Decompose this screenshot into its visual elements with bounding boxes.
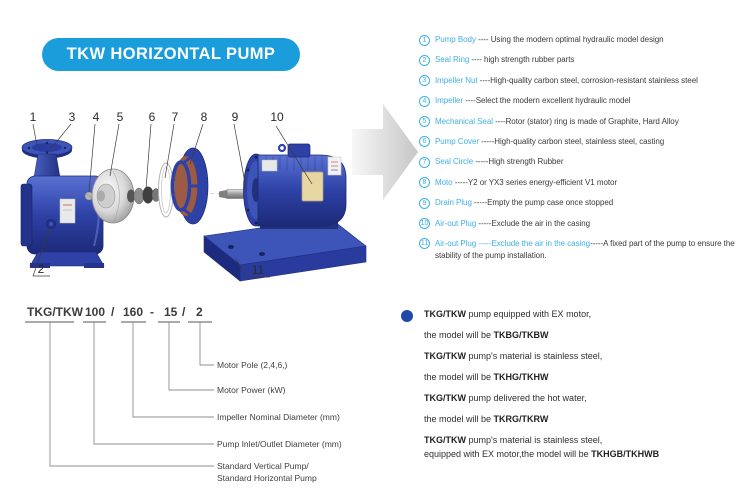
model-token-impeller: 160 (123, 305, 144, 319)
part-name: Pump Cover (435, 136, 479, 146)
part-number-badge: 11 (420, 240, 429, 248)
exploded-pump-diagram (0, 90, 420, 295)
note-line: TKG/TKW pump equipped with EX motor, (424, 309, 592, 319)
diagram-callout: 9 (231, 110, 239, 124)
list-item (419, 54, 751, 66)
note-line: TKG/TKW pump's material is stainless steel, (424, 435, 603, 445)
list-item (419, 238, 751, 262)
part-desc: -----Exclude the air in the casing (476, 218, 591, 228)
diagram-callout: 10 (270, 110, 284, 124)
label-motor-pole: Motor Pole (2,4,6,) (217, 360, 288, 370)
list-item (419, 218, 751, 230)
model-token-power: 15 (164, 305, 178, 319)
diagram-callout: 11 (251, 263, 265, 277)
list-item (419, 156, 751, 168)
model-token-sep: - (150, 305, 154, 319)
model-token-pole: 2 (196, 305, 203, 319)
list-item (419, 136, 751, 148)
part-number-badge: 2 (419, 55, 430, 66)
part-number-badge: 10 (420, 220, 429, 228)
list-item (419, 34, 751, 46)
diagram-callout: 3 (68, 110, 76, 124)
part-name: Air-out Plug (435, 218, 477, 228)
part-number-badge: 4 (419, 96, 430, 107)
title-banner (42, 38, 300, 71)
diagram-callout: 8 (200, 110, 208, 124)
part-name: Seal Circle (435, 157, 474, 167)
part-desc: -----High strength Rubber (473, 157, 564, 167)
label-standard-pump-line2: Standard Horizontal Pump (217, 473, 317, 483)
part-name: Impeller (435, 96, 464, 106)
note-line: TKG/TKW pump's material is stainless steel, (424, 351, 603, 361)
arrow-right-icon (352, 104, 418, 200)
model-token-sep: / (182, 305, 186, 319)
label-inlet-outlet-diameter: Pump Inlet/Outlet Diameter (mm) (217, 439, 342, 449)
diagram-callout: 6 (148, 110, 156, 124)
note-line: the model will be TKRG/TKRW (424, 414, 549, 424)
part-desc: ----High-quality carbon steel, corrosion-resistant stainless steel (477, 75, 698, 85)
motor (219, 144, 346, 229)
part-desc: -----A fixed part of the pump to ensure the stability of the pump installation. (435, 238, 735, 260)
pump-body (21, 140, 104, 269)
part-desc: ---- high strength rubber parts (469, 55, 575, 65)
note-line: the model will be TKHG/TKHW (424, 372, 549, 382)
diagram-callout: 1 (29, 110, 37, 124)
list-item (419, 177, 751, 189)
part-number-badge: 5 (419, 116, 430, 127)
model-token-series: TKG/TKW (27, 305, 83, 319)
page-title: TKW HORIZONTAL PUMP (66, 45, 276, 63)
part-desc: ----Select the modern excellent hydraulic model (463, 96, 631, 106)
part-number-badge: 7 (419, 157, 430, 168)
connector-lines (50, 322, 214, 466)
model-token-inlet: 100 (85, 305, 106, 319)
part-number-badge: 9 (419, 198, 430, 209)
note-line: equipped with EX motor,the model will be TKHGB/TKHWB (424, 449, 660, 459)
label-impeller-diameter: Impeller Nominal Diameter (mm) (217, 412, 340, 422)
note-line: the model will be TKBG/TKBW (424, 330, 549, 340)
diagram-callout: 7 (171, 110, 179, 124)
part-desc: -----Y2 or YX3 series energy-efficient V1 motor (452, 177, 618, 187)
list-item (419, 116, 751, 128)
part-name: Pump Body (435, 35, 476, 44)
part-desc: -----High-quality carbon steel, stainless steel, casting (478, 136, 665, 146)
bullet-icon (401, 310, 413, 322)
part-name: Moto (435, 177, 453, 187)
part-number-badge: 1 (419, 35, 430, 46)
diagram-callout: 2 (37, 262, 45, 276)
part-desc: ----Rotor (stator) ring is made of Graphite, Hard Alloy (492, 116, 679, 126)
model-token-sep: / (111, 305, 115, 319)
list-item (419, 197, 751, 209)
note-lines (424, 308, 750, 460)
label-standard-pump-line1: Standard Vertical Pump/ (217, 461, 309, 471)
diagram-callout: 5 (116, 110, 124, 124)
parts-list (419, 34, 751, 270)
diagram-callout: 4 (92, 110, 100, 124)
part-name: Air-out Plug -----Exclude the air in the casing (435, 238, 591, 248)
part-desc: -----Empty the pump case once stopped (471, 198, 614, 208)
part-desc: ---- Using the modern optimal hydraulic model design (475, 35, 664, 44)
model-code-labels (217, 360, 342, 483)
pump-cover (173, 148, 209, 224)
label-motor-power: Motor Power (kW) (217, 385, 286, 395)
note-line: TKG/TKW pump delivered the hot water, (424, 393, 587, 403)
part-number-badge: 8 (419, 177, 430, 188)
model-code-tokens (27, 305, 203, 319)
list-item (419, 95, 751, 107)
model-code-breakdown (0, 295, 420, 500)
model-variants-notes (400, 308, 750, 469)
part-name: Mechanical Seal (435, 116, 493, 126)
part-name: Seal Ring (435, 55, 470, 65)
part-name: Drain Plug (435, 198, 472, 208)
part-number-badge: 3 (419, 75, 430, 86)
part-number-badge: 6 (419, 136, 430, 147)
part-name: Impeller Nut (435, 75, 478, 85)
list-item (419, 75, 751, 87)
